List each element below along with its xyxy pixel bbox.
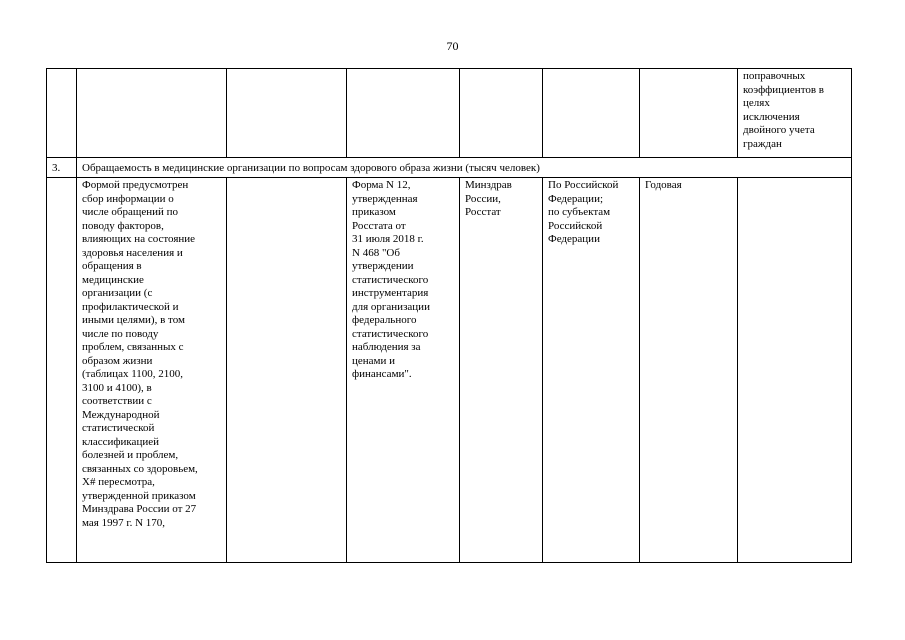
- periodicity-cell: Годовая: [640, 178, 738, 563]
- table-cell: [347, 69, 460, 158]
- table-cell: [738, 178, 852, 563]
- source-form-cell: Форма N 12, утвержденная приказом Росстата от 31 июля 2018 г. N 468 "Об утверждении статистического инструментария для организации федерального статистического наблюдения за ценами и финансами".: [347, 178, 460, 563]
- level-cell: По Российской Федерации; по субъектам Российской Федерации: [543, 178, 640, 563]
- table-row-continuation: [47, 69, 852, 158]
- table-row-indicator: [47, 178, 852, 563]
- table-cell: [640, 69, 738, 158]
- table-cell: [460, 69, 543, 158]
- table-cell: [543, 69, 640, 158]
- indicator-method-cell: Формой предусмотрен сбор информации о числе обращений по поводу факторов, влияющих на состояние здоровья населения и обращения в медицинские организации (с профилактической и иными целями), в том числе по поводу проблем, связанных с образом жизни (таблицах 1100, 2100, 3100 и 4100), в соответствии с Международной статистической классификацией болезней и проблем, связанных со здоровьем, X# пересмотра, утвержденной приказом Минздрава России от 27 мая 1997 г. N 170,: [77, 178, 227, 563]
- section-title: Обращаемость в медицинские организации по вопросам здорового образа жизни (тысяч человек): [77, 158, 852, 178]
- indicators-table: [46, 68, 852, 563]
- table-cell: [77, 69, 227, 158]
- table-cell-notes: поправочных коэффициентов в целях исключения двойного учета граждан: [738, 69, 852, 158]
- table-cell: [227, 69, 347, 158]
- table-cell: [47, 69, 77, 158]
- table-cell: [47, 178, 77, 563]
- table-row-section: [47, 158, 852, 178]
- page-number: 70: [446, 39, 459, 53]
- section-number: 3.: [47, 158, 77, 178]
- table-cell: [227, 178, 347, 563]
- responsible-cell: Минздрав России, Росстат: [460, 178, 543, 563]
